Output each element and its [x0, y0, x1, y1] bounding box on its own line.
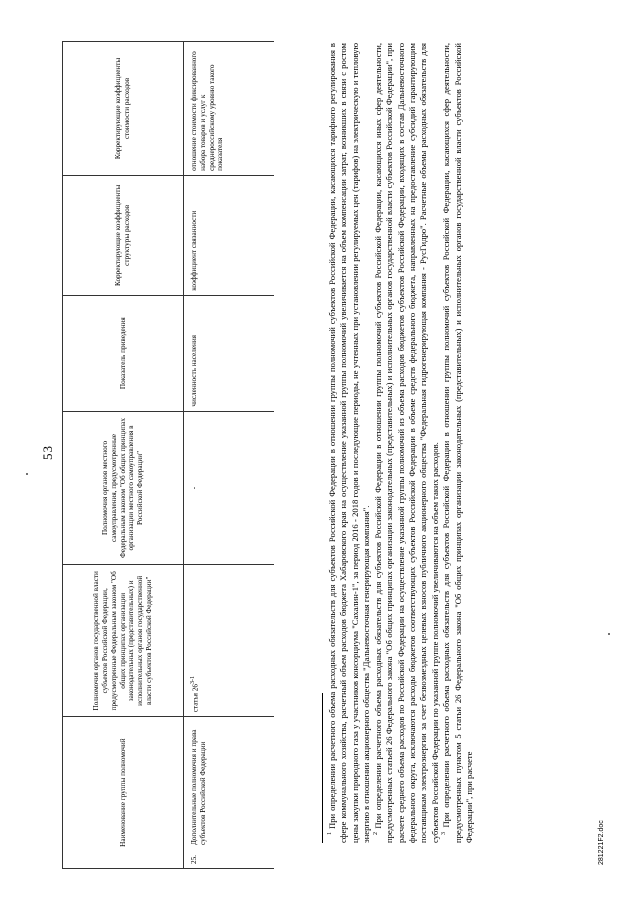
footnote-text: При определении расчетного объема расходных обязательств для субъектов Российской Федерации в отношении группы полномочий субъектов Российской Федерации, касающихся тарифного регулирования в сфере коммунального хозяйства, расчетный объем расходов бюджета Хабаровского края на осуществление указанной группы полномочий увеличивается на объем компенсации затрат, возникших в связи с ростом цены закупки природного газа у участников консорциума "Сахалин-1", за период 2016 - 2018 годов и последующие периоды, не учтенных при установлении регулируемых цен (тарифов) на электрическую и тепловую энергию в отношении акционерного общества "Дальневосточная генерирующая компания".	[327, 43, 372, 843]
header-group-name: Наименование группы полномочий	[63, 717, 184, 869]
cell-local-authority	[184, 411, 275, 565]
footnotes	[327, 43, 475, 843]
row-number: 25.	[190, 855, 198, 864]
footnote-text: При определении расчетного объема расходных обязательств для субъектов Российской Федерации в отношении группы полномочий субъектов Российской Федерации, касающихся иных сфер деятельности, предусмотренных статьей 26 Федерального закона "Об общих принципах организации законодательных (представительных) и исполнительных органов государственной власти субъектов Российской Федерации", при расчете среднего объема расходов по Российской Федерации на осуществление указанной группы полномочий из объема расходов бюджетов субъектов Российской Федерации, входящих в состав Дальневосточного федерального округа, исключаются расходы бюджетов соответствующих субъектов Российской Федерации в объеме средств федерального бюджета, направленных на предоставление субсидий гарантирующим поставщикам электроэнергии за счет безвозмездных целевых взносов публичного акционерного общества "Федеральная гидрогенерирующая компания - РусГидро". Расчетные объемы расходных обязательств для субъектов Российской Федерации по указанной группе полномочий увеличиваются на объем таких расходов.	[372, 43, 440, 843]
row-article: статья 26	[191, 684, 200, 713]
row-group-name: Дополнительные полномочия и права субъектов Российской Федерации	[190, 729, 207, 846]
cell-structure-coefficient: коэффициент связанности	[184, 175, 275, 295]
header-cost-coefficients: Корректирующие коэффициенты стоимости расходов	[63, 42, 184, 176]
header-structure-coefficients: Корректирующие коэффициенты структуры расходов	[63, 175, 184, 295]
table-row	[184, 42, 275, 869]
row-article-sup: 3-1	[190, 676, 196, 685]
header-indicator: Показатель приведения	[63, 295, 184, 411]
footnote-mark: 2	[372, 832, 379, 835]
cell-indicator: численность населения	[184, 295, 275, 411]
page-number: 53	[40, 445, 55, 460]
header-regional-authorities: Полномочия органов государственной власти субъектов Российской Федерации, предусмотренные Федеральным законом "Об общих принципах организации законодательных (представительных) и исполнительных органов государственной власти субъектов Российской Федерации"	[63, 565, 184, 717]
footnote-3	[441, 43, 475, 843]
cell-group-name	[184, 717, 275, 869]
cell-regional-authority	[184, 565, 275, 717]
footnote-text: При определении расчетного объема расходных обязательств для субъектов Российской Федерации в отношении группы полномочий субъектов Российской Федерации, касающихся сфер деятельности, предусмотренных пунктом 5 статьи 26 Федерального закона "Об общих принципах организации законодательных (представительных) и исполнительных органов государственной власти субъектов Российской Федерации", при расчете	[441, 43, 475, 843]
footnote-separator	[322, 693, 323, 843]
header-local-authorities: Полномочия органов местного самоуправления, предусмотренные Федеральным законом "Об общих принципах организации местного самоуправления в Российской Федерации"	[63, 411, 184, 565]
authorities-table	[62, 41, 274, 869]
footnote-1	[327, 43, 373, 843]
footnote-mark: 1	[327, 832, 334, 835]
table-header-row	[63, 42, 184, 869]
footnote-mark: 3	[441, 832, 448, 835]
row-local: -	[190, 486, 198, 490]
scan-speck	[26, 473, 28, 475]
document-filename: 281221F2.doc	[598, 820, 605, 865]
cell-cost-coefficient: отношение стоимости фиксированного набора товаров и услуг к среднероссийскому уровню такого показателя	[184, 42, 275, 176]
footnote-2	[373, 43, 442, 843]
scan-speck	[608, 633, 610, 635]
